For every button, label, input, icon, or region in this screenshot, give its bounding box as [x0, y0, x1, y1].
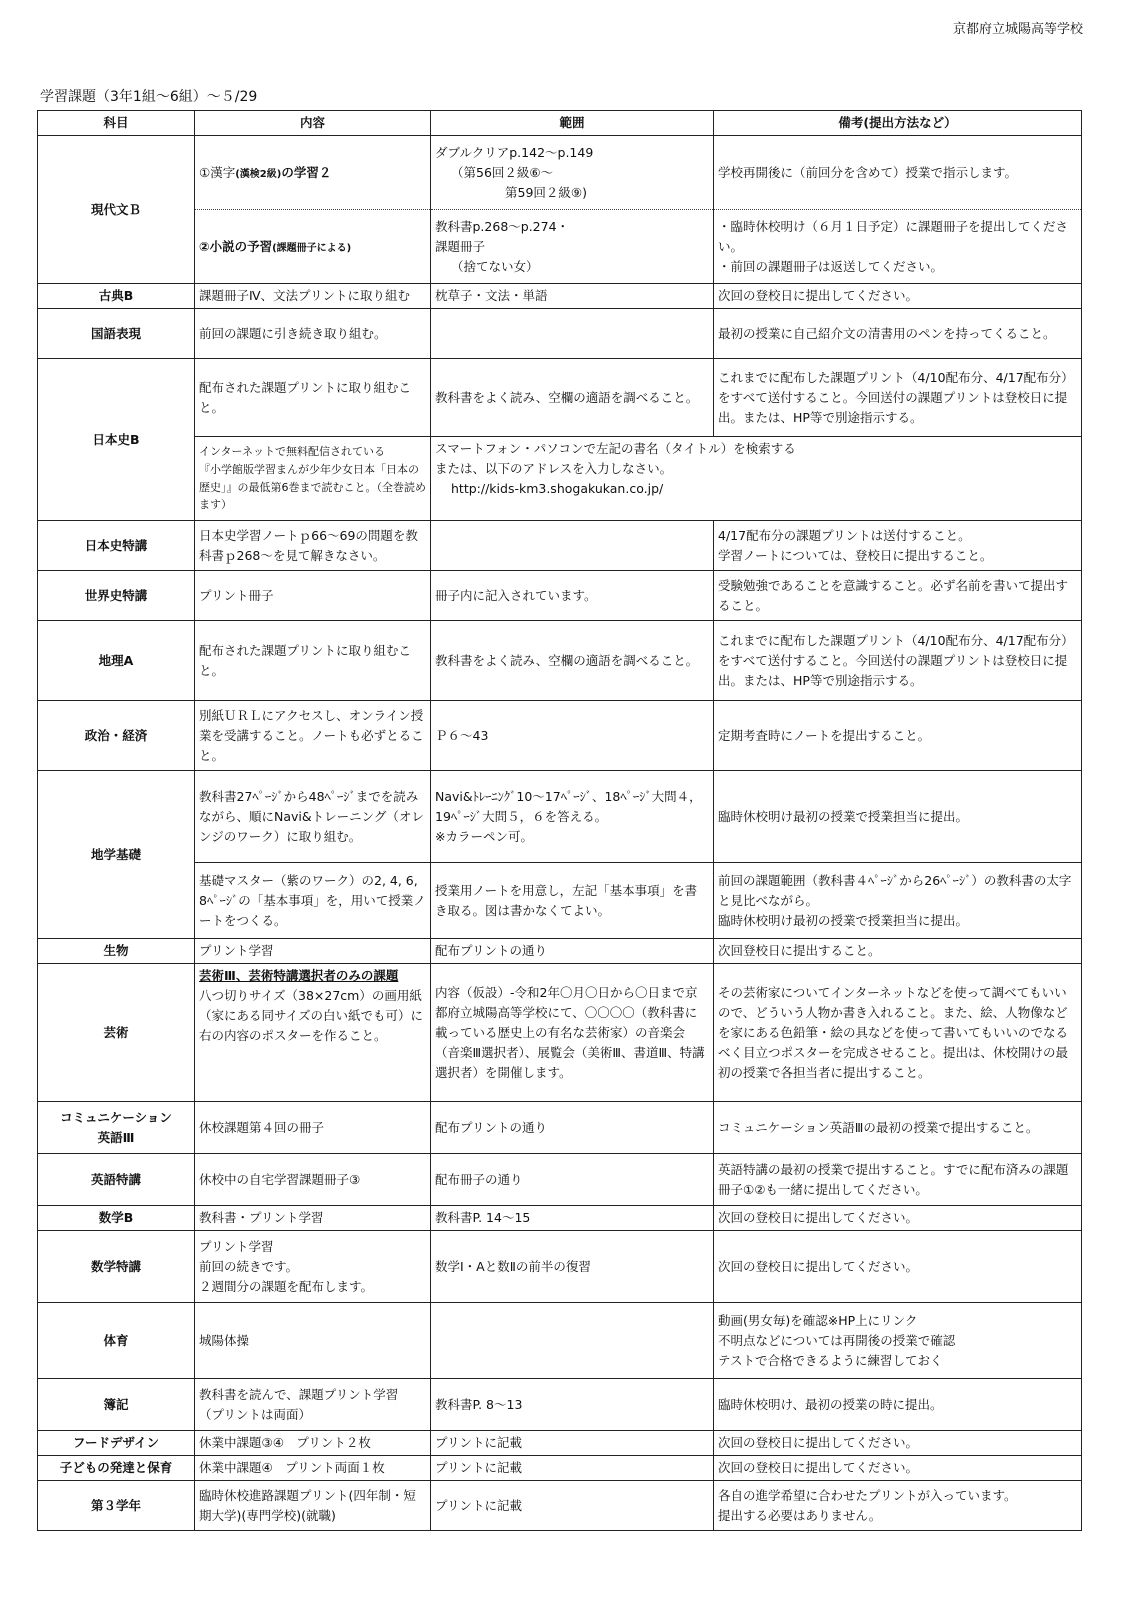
- note-cell: 次回の登校日に提出してください。: [714, 1231, 1082, 1303]
- subject-cell: 子どもの発達と保育: [38, 1456, 195, 1481]
- note-cell: 次回の登校日に提出してください。: [714, 1431, 1082, 1456]
- subject-cell: 英語特講: [38, 1154, 195, 1206]
- table-row: [38, 1303, 1082, 1379]
- range-cell: 冊子内に記入されています。: [431, 571, 714, 621]
- subject-cell: 数学特講: [38, 1231, 195, 1303]
- content-cell: 教科書・プリント学習: [195, 1206, 431, 1231]
- content-cell: 前回の課題に引き続き取り組む。: [195, 309, 431, 359]
- content-cell: プリント学習: [195, 939, 431, 964]
- range-cell: 教科書P. 14～15: [431, 1206, 714, 1231]
- content-cell: ②小説の予習(課題冊子による): [195, 210, 431, 284]
- subject-cell: 数学B: [38, 1206, 195, 1231]
- note-cell: 最初の授業に自己紹介文の清書用のペンを持ってくること。: [714, 309, 1082, 359]
- content-cell: プリント学習 前回の続きです。 ２週間分の課題を配布します。: [195, 1231, 431, 1303]
- note-cell: コミュニケーション英語Ⅲの最初の授業で提出すること。: [714, 1102, 1082, 1154]
- range-cell: プリントに記載: [431, 1456, 714, 1481]
- subject-cell: 日本史特講: [38, 521, 195, 571]
- header-range: 範囲: [431, 111, 714, 136]
- note-cell: ・臨時休校明け（６月１日予定）に課題冊子を提出してください。 ・前回の課題冊子は返送してください。: [714, 210, 1082, 284]
- content-cell: 日本史学習ノートｐ66～69の問題を教科書ｐ268～を見て解きなさい。: [195, 521, 431, 571]
- table-row: [38, 1481, 1082, 1531]
- content-cell: 臨時休校進路課題プリント(四年制・短期大学)(専門学校)(就職): [195, 1481, 431, 1531]
- note-cell: 動画(男女毎)を確認※HP上にリンク 不明点などについては再開後の授業で確認 テストで合格できるように練習しておく: [714, 1303, 1082, 1379]
- subject-cell: 簿記: [38, 1379, 195, 1431]
- content-cell: 芸術Ⅲ、芸術特講選択者のみの課題 八つ切りサイズ（38×27cm）の画用紙（家にある同サイズの白い紙でも可）に右の内容のポスターを作ること。: [195, 964, 431, 1102]
- content-cell: 課題冊子Ⅳ、文法プリントに取り組む: [195, 284, 431, 309]
- range-cell: プリントに記載: [431, 1431, 714, 1456]
- note-cell: 次回の登校日に提出してください。: [714, 284, 1082, 309]
- table-row: [38, 136, 1082, 210]
- note-cell: 受験勉強であることを意識すること。必ず名前を書いて提出すること。: [714, 571, 1082, 621]
- range-cell: 教科書p.268～p.274・ 課題冊子 （捨てない女）: [431, 210, 714, 284]
- content-cell: インターネットで無料配信されている 『小学館版学習まんが少年少女日本「日本の歴史」』の最低第6巻まで読むこと。（全巻読めます）: [195, 437, 431, 521]
- content-cell: 城陽体操: [195, 1303, 431, 1379]
- note-cell: 各自の進学希望に合わせたプリントが入っています。 提出する必要はありません。: [714, 1481, 1082, 1531]
- range-cell: プリントに記載: [431, 1481, 714, 1531]
- subject-cell: 第３学年: [38, 1481, 195, 1531]
- note-cell: 前回の課題範囲（教科書４ﾍﾟｰｼﾞから26ﾍﾟｰｼﾞ）の教科書の太字と見比べながら。 臨時休校明け最初の授業で授業担当に提出。: [714, 863, 1082, 939]
- subject-cell: 地学基礎: [38, 771, 195, 939]
- table-row: [38, 571, 1082, 621]
- subject-cell: 地理A: [38, 621, 195, 701]
- note-cell: 4/17配布分の課題プリントは送付すること。 学習ノートについては、登校日に提出すること。: [714, 521, 1082, 571]
- school-name: 京都府立城陽高等学校: [952, 22, 1083, 37]
- subject-cell: 現代文Ｂ: [38, 136, 195, 284]
- header-content: 内容: [195, 111, 431, 136]
- subject-cell: 国語表現: [38, 309, 195, 359]
- content-cell: 教科書を読んで、課題プリント学習 （プリントは両面）: [195, 1379, 431, 1431]
- content-cell: プリント冊子: [195, 571, 431, 621]
- url-link[interactable]: http://kids-km3.shogakukan.co.jp/: [451, 481, 664, 496]
- table-row: [38, 284, 1082, 309]
- range-cell: 内容（仮設）-令和2年〇月〇日から〇日まで京都府立城陽高等学校にて、〇〇〇〇（教科書に載っている歴史上の有名な芸術家）の音楽会（音楽Ⅲ選択者）、展覧会（美術Ⅲ、書道Ⅲ、特講選択者）を開催します。: [431, 964, 714, 1102]
- content-cell: 配布された課題プリントに取り組むこと。: [195, 359, 431, 437]
- range-cell: 教科書をよく読み、空欄の適語を調べること。: [431, 359, 714, 437]
- note-cell: 臨時休校明け、最初の授業の時に提出。: [714, 1379, 1082, 1431]
- table-row: [38, 1206, 1082, 1231]
- range-cell: Navi&ﾄﾚｰﾆﾝｸﾞ10～17ﾍﾟｰｼﾞ、18ﾍﾟｰｼﾞ大問４，19ﾍﾟｰｼﾞ大問５，６を答える。 ※カラーペン可。: [431, 771, 714, 863]
- table-row: [38, 1102, 1082, 1154]
- table-row: [38, 863, 1082, 939]
- table-row: [38, 1231, 1082, 1303]
- note-cell: 臨時休校明け最初の授業で授業担当に提出。: [714, 771, 1082, 863]
- subject-cell: フードデザイン: [38, 1431, 195, 1456]
- content-cell: 別紙ＵＲＬにアクセスし、オンライン授業を受講すること。ノートも必ずとること。: [195, 701, 431, 771]
- subject-cell: 政治・経済: [38, 701, 195, 771]
- note-cell: 英語特講の最初の授業で提出すること。すでに配布済みの課題冊子①②も一緒に提出してください。: [714, 1154, 1082, 1206]
- range-cell: 枕草子・文法・単語: [431, 284, 714, 309]
- note-cell: 次回の登校日に提出してください。: [714, 1456, 1082, 1481]
- table-row: [38, 1154, 1082, 1206]
- header-notes: 備考(提出方法など）: [714, 111, 1082, 136]
- subject-cell: コミュニケーション 英語Ⅲ: [38, 1102, 195, 1154]
- subject-cell: 芸術: [38, 964, 195, 1102]
- table-row: [38, 521, 1082, 571]
- range-cell: [431, 309, 714, 359]
- table-row: [38, 964, 1082, 1102]
- table-row: [38, 771, 1082, 863]
- content-cell: 休校中の自宅学習課題冊子③: [195, 1154, 431, 1206]
- subject-cell: 古典B: [38, 284, 195, 309]
- subject-cell: 生物: [38, 939, 195, 964]
- table-row: [38, 621, 1082, 701]
- content-cell: 休業中課題③④ プリント２枚: [195, 1431, 431, 1456]
- table-header-row: [38, 111, 1082, 136]
- table-row: [38, 1456, 1082, 1481]
- range-cell: 配布プリントの通り: [431, 939, 714, 964]
- page-title: 学習課題（3年1組～6組）～５/29: [40, 89, 258, 105]
- table-row: [38, 1431, 1082, 1456]
- range-cell: 教科書をよく読み、空欄の適語を調べること。: [431, 621, 714, 701]
- content-cell: 休校課題第４回の冊子: [195, 1102, 431, 1154]
- note-cell: 定期考査時にノートを提出すること。: [714, 701, 1082, 771]
- table-row: [38, 1379, 1082, 1431]
- range-cell: [431, 1303, 714, 1379]
- content-cell: 配布された課題プリントに取り組むこと。: [195, 621, 431, 701]
- range-cell: 授業用ノートを用意し，左記「基本事項」を書き取る。図は書かなくてよい。: [431, 863, 714, 939]
- note-cell: これまでに配布した課題プリント（4/10配布分、4/17配布分）をすべて送付すること。今回送付の課題プリントは登校日に提出。または、HP等で別途指示する。: [714, 621, 1082, 701]
- content-cell: 休業中課題④ プリント両面１枚: [195, 1456, 431, 1481]
- content-cell: ①漢字(漢検2級)の学習２: [195, 136, 431, 210]
- range-cell: スマートフォン・パソコンで左記の書名（タイトル）を検索する または、以下のアドレスを入力しなさい。 http://kids-km3.shogakukan.co.jp/: [431, 437, 1082, 521]
- content-cell: 基礎マスター（紫のワーク）の2, 4, 6, 8ﾍﾟｰｼﾞの「基本事項」を，用いて授業ノートをつくる。: [195, 863, 431, 939]
- table-row: [38, 309, 1082, 359]
- content-cell: 教科書27ﾍﾟｰｼﾞから48ﾍﾟｰｼﾞまでを読みながら、順にNavi&トレーニング（オレンジのワーク）に取り組む。: [195, 771, 431, 863]
- subject-cell: 世界史特講: [38, 571, 195, 621]
- note-cell: 次回の登校日に提出してください。: [714, 1206, 1082, 1231]
- range-cell: 数学Ⅰ・Aと数Ⅱの前半の復習: [431, 1231, 714, 1303]
- subject-cell: 日本史B: [38, 359, 195, 521]
- range-cell: 配布プリントの通り: [431, 1102, 714, 1154]
- assignment-table: [37, 110, 1082, 1531]
- table-row: [38, 359, 1082, 437]
- note-cell: その芸術家についてインターネットなどを使って調べてもいいので、どういう人物か書き入れること。また、絵、人物像などを家にある色鉛筆・絵の具などを使って書いてもいいのでなるべく目立つポスターを完成させること。提出は、休校開けの最初の授業で各担当者に提出すること。: [714, 964, 1082, 1102]
- range-cell: ダブルクリアp.142～p.149 （第56回２級⑥～ 第59回２級⑨): [431, 136, 714, 210]
- table-row: [38, 210, 1082, 284]
- note-cell: 学校再開後に（前回分を含めて）授業で指示します。: [714, 136, 1082, 210]
- header-subject: 科目: [38, 111, 195, 136]
- table-row: [38, 701, 1082, 771]
- range-cell: Ｐ６～43: [431, 701, 714, 771]
- note-cell: これまでに配布した課題プリント（4/10配布分、4/17配布分）をすべて送付すること。今回送付の課題プリントは登校日に提出。または、HP等で別途指示する。: [714, 359, 1082, 437]
- subject-cell: 体育: [38, 1303, 195, 1379]
- table-row: [38, 437, 1082, 521]
- range-cell: 配布冊子の通り: [431, 1154, 714, 1206]
- range-cell: [431, 521, 714, 571]
- table-row: [38, 939, 1082, 964]
- note-cell: 次回登校日に提出すること。: [714, 939, 1082, 964]
- range-cell: 教科書P. 8～13: [431, 1379, 714, 1431]
